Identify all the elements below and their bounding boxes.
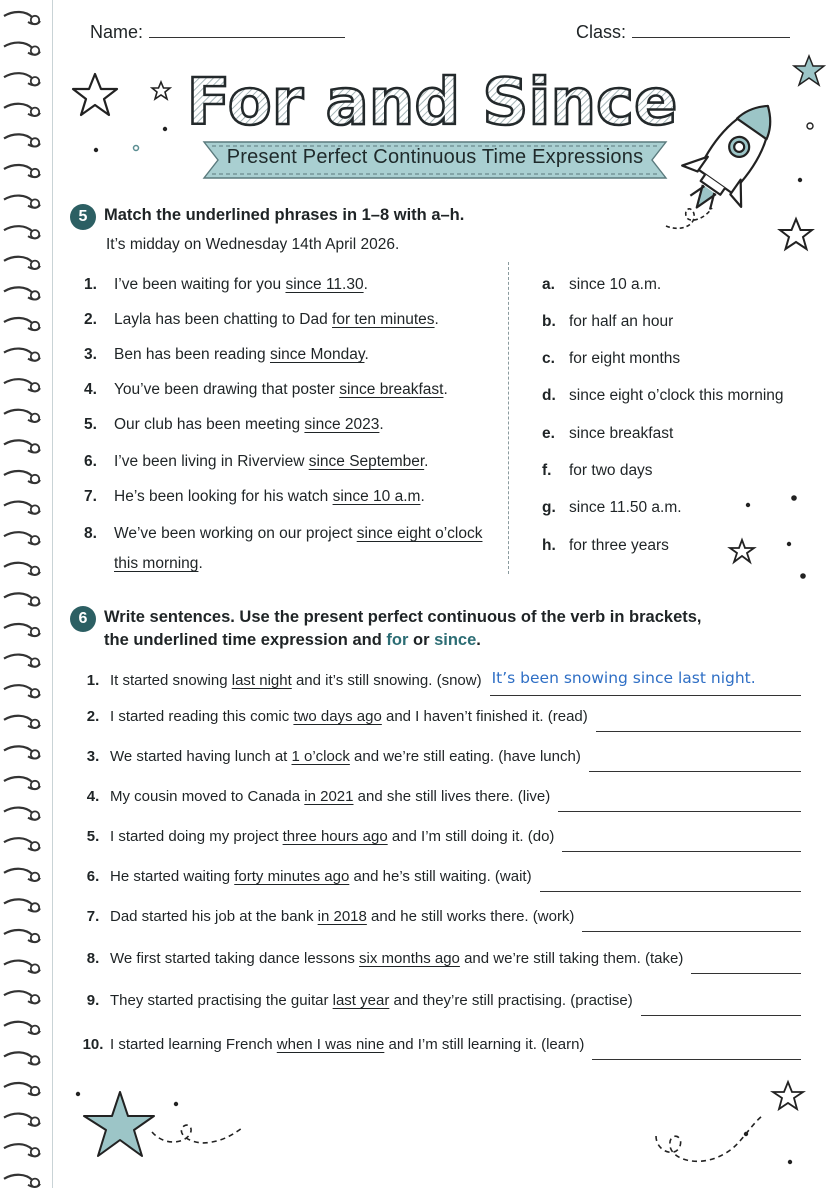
spiral-ring — [4, 502, 40, 514]
sentence-prompt — [110, 1030, 584, 1060]
underlined-time-expression: six months ago — [359, 950, 460, 967]
match-question-item — [84, 447, 494, 477]
spiral-ring — [4, 1175, 40, 1187]
question-text — [114, 482, 425, 512]
question-number: 4. — [84, 381, 97, 398]
prompt-text-after: and we’re still eating. (have lunch) — [349, 748, 581, 765]
question-text — [114, 305, 439, 335]
answer-line[interactable] — [490, 669, 801, 696]
match-question-item — [84, 340, 494, 370]
name-field[interactable] — [90, 22, 345, 43]
question-number: 8. — [84, 525, 97, 542]
exercise-6-instruction-line1: Write sentences. Use the present perfect continuous of the verb in brackets, — [104, 608, 702, 626]
underlined-phrase: since eight o’clock — [356, 525, 483, 542]
question-line — [114, 519, 482, 549]
prompt-text-after: and I haven’t finished it. (read) — [381, 708, 588, 725]
sentence-number: 4. — [86, 788, 100, 805]
write-sentence-item — [76, 1030, 801, 1060]
spiral-ring — [4, 410, 40, 422]
spiral-ring — [4, 287, 40, 299]
small-star-icon — [150, 80, 172, 102]
question-text-after: . — [420, 488, 425, 505]
sentence-prompt — [110, 822, 554, 852]
ring-dot-icon — [800, 116, 820, 136]
question-text-after: . — [434, 311, 439, 328]
underlined-phrase: this morning — [114, 555, 199, 572]
prompt-text-before: He started waiting — [110, 868, 235, 885]
spiral-ring — [4, 1144, 40, 1156]
title-text: For and Since — [186, 66, 678, 140]
sentence-prompt — [110, 902, 574, 932]
answer-letter: d. — [542, 387, 556, 404]
spiral-ring — [4, 716, 40, 728]
star-swirl-icon — [650, 1076, 810, 1176]
spiral-ring — [4, 1083, 40, 1095]
exercise-5-context: It’s midday on Wednesday 14th April 2026. — [106, 236, 400, 253]
underlined-time-expression: two days ago — [293, 708, 382, 725]
write-sentence-item — [76, 702, 801, 732]
prompt-text-before: We first started taking dance lessons — [110, 950, 360, 967]
sentence-prompt — [110, 986, 633, 1016]
spiral-ring — [4, 318, 40, 330]
title-block — [150, 56, 710, 140]
spiral-ring — [4, 349, 40, 361]
prompt-text-after: and I’m still doing it. (do) — [387, 828, 555, 845]
dot-icon — [790, 170, 810, 190]
exercise-6-instruction — [104, 606, 702, 652]
prompt-text-before: I started reading this comic — [110, 708, 294, 725]
spiral-ring — [4, 12, 40, 24]
exercise-6-instruction-line2 — [104, 629, 702, 652]
answer-line[interactable] — [562, 830, 801, 852]
spiral-ring — [4, 73, 40, 85]
question-line-2 — [114, 549, 482, 579]
answer-line[interactable] — [596, 710, 801, 732]
answer-letter: c. — [542, 350, 555, 367]
spiral-ring — [4, 134, 40, 146]
spiral-ring — [4, 43, 40, 55]
answer-text: since eight o’clock this morning — [569, 387, 784, 404]
underlined-time-expression: last night — [231, 672, 292, 689]
match-question-item — [84, 410, 494, 440]
page-title — [150, 56, 710, 140]
answer-letter: h. — [542, 537, 556, 554]
match-answer-item — [542, 419, 673, 449]
answer-line[interactable] — [540, 870, 801, 892]
spiral-ring — [4, 838, 40, 850]
prompt-text-before: We started having lunch at — [110, 748, 292, 765]
spiral-ring — [4, 257, 40, 269]
match-answer-item — [542, 344, 680, 374]
underlined-phrase: since September — [308, 453, 425, 470]
prompt-text-after: and she still lives there. (live) — [353, 788, 551, 805]
match-question-item — [84, 270, 494, 300]
keyword-since: since — [434, 631, 477, 649]
write-sentence-item — [76, 782, 801, 812]
spiral-ring — [4, 593, 40, 605]
spiral-ring — [4, 961, 40, 973]
write-sentence-item — [76, 742, 801, 772]
question-text-before: Ben has been reading — [114, 346, 270, 363]
prompt-text-before: I started learning French — [110, 1036, 277, 1053]
question-line — [114, 482, 425, 512]
sentence-prompt — [110, 782, 550, 812]
match-answer-item — [542, 456, 653, 486]
question-text-before: You’ve been drawing that poster — [114, 381, 340, 398]
answer-letter: e. — [542, 425, 555, 442]
underlined-time-expression: three hours ago — [282, 828, 388, 845]
match-question-item — [84, 375, 494, 405]
prompt-text-before: My cousin moved to Canada — [110, 788, 305, 805]
question-text-after: . — [363, 276, 368, 293]
spiral-ring — [4, 624, 40, 636]
sentence-prompt — [110, 742, 581, 772]
answer-text: for eight months — [569, 350, 681, 367]
sentence-prompt — [110, 702, 588, 732]
answer-text: for three years — [569, 537, 669, 554]
prompt-text-after: and I’m still learning it. (learn) — [384, 1036, 585, 1053]
spiral-ring — [4, 196, 40, 208]
exercise-5-heading — [70, 204, 464, 230]
underlined-phrase: since Monday — [269, 346, 365, 363]
answer-text: for half an hour — [569, 313, 674, 330]
star-cluster-icon — [726, 488, 826, 588]
spiral-ring — [4, 471, 40, 483]
match-answer-item — [542, 531, 669, 561]
spiral-binding — [0, 0, 48, 1188]
spiral-ring — [4, 899, 40, 911]
spiral-ring — [4, 440, 40, 452]
class-field[interactable] — [576, 22, 790, 43]
question-text — [114, 447, 428, 477]
match-question-item — [84, 519, 494, 579]
underlined-time-expression: in 2018 — [317, 908, 367, 925]
underlined-phrase: since 10 a.m — [332, 488, 421, 505]
match-question-item — [84, 482, 494, 512]
star-outline-icon-2 — [776, 216, 816, 256]
write-sentence-item — [76, 902, 801, 932]
spiral-ring — [4, 777, 40, 789]
spiral-ring — [4, 655, 40, 667]
prompt-text-after: and he still works there. (work) — [366, 908, 575, 925]
question-line — [114, 270, 368, 300]
spiral-ring — [4, 532, 40, 544]
question-text-before: Our club has been meeting — [114, 416, 305, 433]
answer-line[interactable] — [558, 790, 801, 812]
match-question-item — [84, 305, 494, 335]
question-line — [114, 410, 384, 440]
spiral-ring — [4, 379, 40, 391]
underlined-time-expression: forty minutes ago — [234, 868, 350, 885]
sentence-number: 6. — [86, 868, 100, 885]
prompt-text-before: They started practising the guitar — [110, 992, 333, 1009]
spiral-ring — [4, 226, 40, 238]
match-answer-item — [542, 493, 682, 523]
underlined-time-expression: when I was nine — [276, 1036, 385, 1053]
spiral-ring — [4, 808, 40, 820]
question-number: 2. — [84, 311, 97, 328]
dashed-divider — [508, 262, 509, 574]
write-sentence-item — [76, 986, 801, 1016]
sentence-number: 7. — [86, 908, 100, 925]
question-number: 3. — [84, 346, 97, 363]
question-text — [114, 519, 482, 579]
answer-line[interactable] — [589, 750, 801, 772]
spiral-ring — [4, 104, 40, 116]
prompt-text-after: and it’s still snowing. (snow) — [291, 672, 482, 689]
prompt-text-after: and we’re still taking them. (take) — [459, 950, 684, 967]
underlined-time-expression: last year — [332, 992, 390, 1009]
class-line[interactable] — [632, 24, 790, 38]
question-line — [114, 447, 428, 477]
underlined-phrase: since 11.30 — [285, 276, 364, 293]
name-label: Name: — [90, 22, 144, 42]
question-number: 6. — [84, 453, 97, 470]
sentence-number: 9. — [86, 992, 100, 1009]
keyword-for: for — [386, 631, 409, 649]
exercise-5-instruction: Match the underlined phrases in 1–8 with a–h. — [104, 206, 465, 224]
question-text-after: . — [379, 416, 384, 433]
star-outline-icon — [70, 70, 120, 120]
write-sentence-item — [76, 862, 801, 892]
instruction-or: or — [408, 631, 435, 649]
match-answer-item — [542, 381, 784, 411]
spiral-ring — [4, 869, 40, 881]
write-sentence-item — [76, 666, 801, 696]
question-text — [114, 270, 368, 300]
underlined-time-expression: in 2021 — [304, 788, 354, 805]
answer-text: since 10 a.m. — [569, 276, 662, 293]
question-number: 7. — [84, 488, 97, 505]
spiral-ring — [4, 563, 40, 575]
instruction-end: . — [476, 631, 481, 649]
answer-line[interactable] — [691, 952, 801, 974]
sentence-number: 8. — [86, 950, 100, 967]
exercise-6-heading — [70, 606, 702, 652]
spiral-ring — [4, 1052, 40, 1064]
prompt-text-before: Dad started his job at the bank — [110, 908, 318, 925]
answer-text: since 11.50 a.m. — [569, 499, 682, 516]
question-text-before: We’ve been working on our project — [114, 525, 357, 542]
match-answer-item — [542, 270, 661, 300]
question-text — [114, 410, 384, 440]
answer-text: for two days — [569, 462, 653, 479]
answer-text: since breakfast — [569, 425, 674, 442]
spiral-ring — [4, 685, 40, 697]
question-text-before: I’ve been waiting for you — [114, 276, 286, 293]
filled-star-icon — [792, 54, 826, 88]
sentence-number: 2. — [86, 708, 100, 725]
answer-line[interactable] — [641, 994, 801, 1016]
sentence-number: 3. — [86, 748, 100, 765]
prompt-text-after: and they’re still practising. (practise) — [389, 992, 633, 1009]
question-number: 1. — [84, 276, 97, 293]
underlined-phrase: for ten minutes — [332, 311, 435, 328]
sentence-number: 10. — [82, 1036, 104, 1053]
question-text-before: Layla has been chatting to Dad — [114, 311, 333, 328]
question-line — [114, 340, 369, 370]
question-text-before: He’s been looking for his watch — [114, 488, 333, 505]
spiral-ring — [4, 991, 40, 1003]
name-line[interactable] — [149, 24, 345, 38]
answer-letter: b. — [542, 313, 556, 330]
underlined-time-expression: 1 o’clock — [291, 748, 350, 765]
question-text-after: . — [424, 453, 429, 470]
question-text-after: . — [443, 381, 448, 398]
match-answer-item — [542, 307, 673, 337]
sentence-prompt — [110, 862, 532, 892]
prompt-text-before: I started doing my project — [110, 828, 283, 845]
question-text-before: I’ve been living in Riverview — [114, 453, 309, 470]
spiral-ring — [4, 1114, 40, 1126]
sentence-number: 5. — [86, 828, 100, 845]
question-text — [114, 375, 448, 405]
exercise-6-number: 6 — [70, 606, 96, 632]
handwritten-answer: It’s been snowing since last night. — [491, 669, 756, 687]
write-sentence-item — [76, 822, 801, 852]
swirl-trail-icon — [660, 196, 740, 236]
swirl-trail-icon-2 — [146, 1094, 256, 1154]
answer-line[interactable] — [582, 910, 801, 932]
subtitle-text: Present Perfect Continuous Time Expressions — [226, 146, 644, 168]
write-sentence-item — [76, 944, 801, 974]
sentence-prompt — [110, 944, 683, 974]
question-number: 5. — [84, 416, 97, 433]
question-text-after: . — [364, 346, 369, 363]
spiral-ring — [4, 165, 40, 177]
question-line — [114, 375, 448, 405]
sentence-prompt — [110, 666, 482, 696]
sentence-number: 1. — [86, 672, 100, 689]
spiral-ring — [4, 1022, 40, 1034]
spiral-ring — [4, 746, 40, 758]
subtitle-banner — [200, 136, 670, 184]
instruction-text: the underlined time expression and — [104, 631, 387, 649]
underlined-phrase: since 2023 — [304, 416, 380, 433]
class-label: Class: — [576, 22, 627, 42]
spiral-ring — [4, 930, 40, 942]
page-edge-line — [52, 0, 53, 1188]
question-line — [114, 305, 439, 335]
question-text — [114, 340, 369, 370]
question-text-after: . — [198, 555, 203, 572]
prompt-text-after: and he’s still waiting. (wait) — [349, 868, 532, 885]
prompt-text-before: It started snowing — [110, 672, 232, 689]
answer-letter: g. — [542, 499, 556, 516]
answer-letter: a. — [542, 276, 555, 293]
underlined-phrase: since breakfast — [339, 381, 444, 398]
sparkle-dots-icon — [90, 120, 170, 160]
exercise-5-number: 5 — [70, 204, 96, 230]
answer-letter: f. — [542, 462, 552, 479]
answer-line[interactable] — [592, 1038, 801, 1060]
